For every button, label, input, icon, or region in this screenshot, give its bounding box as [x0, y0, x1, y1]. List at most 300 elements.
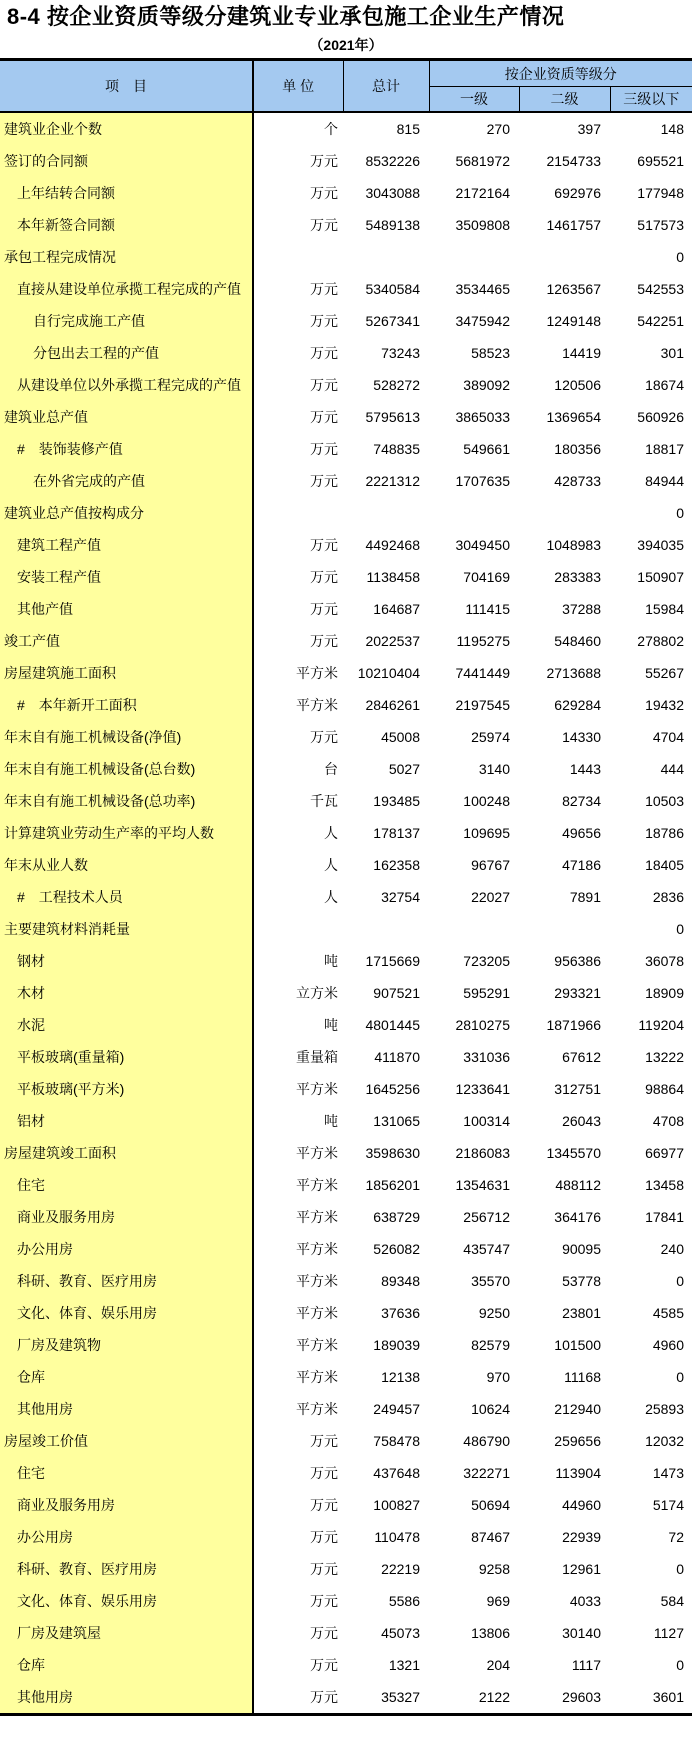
row-item-label: 建筑业总产值 — [0, 401, 253, 433]
row-value-total: 437648 — [373, 1465, 420, 1481]
row-value-level2: 26043 — [562, 1113, 601, 1129]
row-value-level3: 13458 — [645, 1177, 684, 1193]
row-value-total: 45008 — [381, 729, 420, 745]
col-header-level1: 一级 — [429, 87, 519, 113]
row-value-level3: 0 — [676, 505, 684, 521]
row-value-level3: 18817 — [645, 441, 684, 457]
row-value-total: 110478 — [374, 1529, 420, 1545]
row-value-level1: 970 — [486, 1369, 510, 1385]
row-unit: 万元 — [310, 409, 338, 425]
row-value-level1: 2197545 — [455, 697, 510, 713]
table-row — [0, 881, 692, 913]
row-value-total: 1138458 — [366, 569, 420, 585]
row-item-label: 建筑业企业个数 — [0, 112, 253, 145]
stats-table — [0, 58, 692, 1716]
table-row — [0, 1297, 692, 1329]
row-unit — [253, 241, 343, 273]
row-value-total: 1715669 — [365, 953, 420, 969]
row-value-level2: 956386 — [554, 953, 601, 969]
row-value-total: 73243 — [381, 345, 420, 361]
row-value-level2: 29603 — [519, 1681, 610, 1715]
row-value-level2: 12961 — [562, 1561, 601, 1577]
row-value-level1: 13806 — [471, 1625, 510, 1641]
row-value-level3: 13222 — [645, 1049, 684, 1065]
row-value-total: 758478 — [373, 1433, 420, 1449]
row-item-label: 建筑工程产值 — [0, 529, 253, 561]
row-item-label: 建筑业总产值按构成分 — [0, 497, 253, 529]
row-unit: 立方米 — [296, 985, 338, 1001]
row-value-level1: 1195275 — [456, 633, 510, 649]
row-value-level3: 10503 — [645, 793, 684, 809]
row-value-level2: 1249148 — [546, 313, 601, 329]
row-value-level1: 2172164 — [455, 185, 510, 201]
row-value-level1: 1354631 — [455, 1177, 510, 1193]
row-value-level1: 389092 — [463, 377, 510, 393]
row-value-level2: 488112 — [555, 1177, 601, 1193]
table-row — [0, 401, 692, 433]
row-value-level1: 3509808 — [455, 217, 510, 233]
row-unit: 万元 — [310, 473, 338, 489]
row-value-level1: 10624 — [471, 1401, 510, 1417]
row-value-level2: 22939 — [562, 1529, 601, 1545]
row-unit: 万元 — [310, 1593, 338, 1609]
row-value-level2: 7891 — [569, 889, 601, 905]
table-row — [0, 785, 692, 817]
row-value-level2: 23801 — [562, 1305, 601, 1321]
row-value-level3: 19432 — [645, 697, 684, 713]
row-value-level1: 96767 — [471, 857, 510, 873]
row-value-level1: 969 — [486, 1593, 510, 1609]
row-value-total: 45073 — [381, 1625, 420, 1641]
row-value-level1: 2186083 — [455, 1145, 510, 1161]
row-value-total: 178137 — [373, 825, 420, 841]
row-item-label: 水泥 — [0, 1009, 253, 1041]
row-unit: 万元 — [310, 313, 338, 329]
row-unit: 重量箱 — [296, 1049, 338, 1065]
row-value-total: 164687 — [373, 601, 420, 617]
row-unit: 人 — [324, 889, 338, 905]
table-row — [0, 657, 692, 689]
row-value-level2: 548460 — [554, 633, 601, 649]
row-value-level2 — [519, 913, 610, 945]
row-item-label: 其他产值 — [0, 593, 253, 625]
row-item-label: 文化、体育、娱乐用房 — [0, 1297, 253, 1329]
row-value-level2 — [519, 497, 610, 529]
row-value-total: 907521 — [373, 985, 420, 1001]
table-row — [0, 209, 692, 241]
row-value-level2: 14419 — [562, 345, 601, 361]
row-item-label: 钢材 — [0, 945, 253, 977]
row-value-total: 1856201 — [365, 1177, 420, 1193]
row-value-level3: 148 — [660, 121, 684, 137]
row-value-level1: 22027 — [471, 889, 510, 905]
table-row — [0, 625, 692, 657]
row-item-label: # 本年新开工面积 — [0, 689, 253, 721]
row-value-level1: 3865033 — [455, 409, 510, 425]
row-value-level3: 4708 — [652, 1113, 684, 1129]
row-item-label: # 工程技术人员 — [0, 881, 253, 913]
row-item-label: 科研、教育、医疗用房 — [0, 1553, 253, 1585]
row-value-total: 528272 — [373, 377, 420, 393]
row-item-label: 其他用房 — [0, 1681, 253, 1715]
row-unit: 平方米 — [296, 1401, 338, 1417]
row-value-total: 3598630 — [365, 1145, 420, 1161]
row-value-level2: 11168 — [564, 1369, 601, 1385]
row-unit: 万元 — [310, 537, 338, 553]
row-value-level3: 66977 — [645, 1145, 684, 1161]
row-value-level2: 53778 — [562, 1273, 601, 1289]
table-row — [0, 593, 692, 625]
header-row-top — [0, 60, 692, 87]
row-value-total: 2022537 — [365, 633, 420, 649]
row-value-level3: 36078 — [645, 953, 684, 969]
row-value-total: 131065 — [373, 1113, 420, 1129]
row-value-total: 37636 — [381, 1305, 420, 1321]
table-row — [0, 1681, 692, 1715]
row-item-label: 房屋建筑施工面积 — [0, 657, 253, 689]
row-item-label: # 装饰装修产值 — [0, 433, 253, 465]
table-row — [0, 177, 692, 209]
row-value-total: 4492468 — [365, 537, 420, 553]
row-value-level2: 113904 — [555, 1465, 601, 1481]
row-unit: 万元 — [310, 1625, 338, 1641]
row-value-level3: 2836 — [652, 889, 684, 905]
row-unit: 万元 — [310, 1465, 338, 1481]
row-value-level1 — [429, 241, 519, 273]
row-value-level2: 1117 — [571, 1657, 601, 1673]
row-value-level3: 0 — [676, 1369, 684, 1385]
row-item-label: 平板玻璃(重量箱) — [0, 1041, 253, 1073]
row-value-total: 8532226 — [365, 153, 420, 169]
row-item-label: 商业及服务用房 — [0, 1201, 253, 1233]
row-value-level1: 331036 — [463, 1049, 510, 1065]
row-unit: 平方米 — [296, 1081, 338, 1097]
row-item-label: 办公用房 — [0, 1521, 253, 1553]
row-value-level1: 3140 — [478, 761, 510, 777]
row-value-level3: 18909 — [645, 985, 684, 1001]
row-value-total: 1321 — [388, 1657, 420, 1673]
row-value-level2: 47186 — [562, 857, 601, 873]
row-item-label: 自行完成施工产值 — [0, 305, 253, 337]
table-row — [0, 1457, 692, 1489]
row-value-level2: 312751 — [554, 1081, 601, 1097]
table-row — [0, 1233, 692, 1265]
row-item-label: 签订的合同额 — [0, 145, 253, 177]
row-value-level2: 101500 — [554, 1337, 601, 1353]
row-item-label: 承包工程完成情况 — [0, 241, 253, 273]
row-value-level3: 4704 — [652, 729, 684, 745]
row-value-total: 2846261 — [365, 697, 420, 713]
row-item-label: 房屋建筑竣工面积 — [0, 1137, 253, 1169]
row-unit: 平方米 — [296, 1241, 338, 1257]
row-value-level1: 723205 — [463, 953, 510, 969]
row-value-level3: 4585 — [652, 1305, 684, 1321]
row-item-label: 计算建筑业劳动生产率的平均人数 — [0, 817, 253, 849]
row-unit: 平方米 — [296, 1145, 338, 1161]
row-item-label: 科研、教育、医疗用房 — [0, 1265, 253, 1297]
table-body — [0, 112, 692, 1715]
row-value-total: 4801445 — [365, 1017, 420, 1033]
col-header-total: 总计 — [343, 60, 429, 113]
row-value-level3: 3601 — [610, 1681, 692, 1715]
table-row — [0, 1041, 692, 1073]
row-value-total: 32754 — [381, 889, 420, 905]
row-value-level3: 4960 — [652, 1337, 684, 1353]
row-unit: 万元 — [253, 1681, 343, 1715]
row-value-level1: 1233641 — [455, 1081, 510, 1097]
row-value-level1: 100314 — [463, 1113, 510, 1129]
row-value-total: 3043088 — [365, 185, 420, 201]
row-item-label: 竣工产值 — [0, 625, 253, 657]
table-row — [0, 561, 692, 593]
row-value-level1: 270 — [486, 121, 510, 137]
table-header — [0, 60, 692, 113]
col-header-group: 按企业资质等级分 — [429, 60, 692, 87]
row-value-level2: 1871966 — [546, 1017, 601, 1033]
table-row — [0, 721, 692, 753]
table-row — [0, 1329, 692, 1361]
row-value-level2: 49656 — [562, 825, 601, 841]
row-value-level1 — [429, 497, 519, 529]
row-unit: 吨 — [324, 1017, 338, 1033]
row-value-level1: 58523 — [471, 345, 510, 361]
row-value-level2: 2713688 — [546, 665, 601, 681]
row-unit: 平方米 — [296, 1337, 338, 1353]
row-value-level1: 9250 — [478, 1305, 510, 1321]
row-value-total: 815 — [396, 121, 420, 137]
row-unit: 万元 — [310, 1497, 338, 1513]
row-unit: 万元 — [310, 217, 338, 233]
row-value-level1: 9258 — [478, 1561, 510, 1577]
row-item-label: 直接从建设单位承揽工程完成的产值 — [0, 273, 253, 305]
row-value-level1: 5681972 — [455, 153, 510, 169]
table-row — [0, 849, 692, 881]
row-item-label: 房屋竣工价值 — [0, 1425, 253, 1457]
row-unit: 万元 — [310, 441, 338, 457]
row-value-level3: 560926 — [637, 409, 684, 425]
row-value-level1: 704169 — [463, 569, 510, 585]
row-item-label: 木材 — [0, 977, 253, 1009]
row-value-level1: 1707635 — [455, 473, 510, 489]
row-value-level3: 84944 — [645, 473, 684, 489]
table-row — [0, 145, 692, 177]
row-value-level3: 72 — [668, 1529, 684, 1545]
row-value-level2: 82734 — [562, 793, 601, 809]
page-subtitle: （2021年） — [309, 37, 383, 53]
row-value-level1: 2810275 — [455, 1017, 510, 1033]
col-header-unit: 单 位 — [253, 60, 343, 113]
row-value-total: 1645256 — [365, 1081, 420, 1097]
row-value-level3: 55267 — [645, 665, 684, 681]
row-value-total: 89348 — [381, 1273, 420, 1289]
row-value-level3: 542251 — [637, 313, 684, 329]
row-value-level3: 12032 — [645, 1433, 684, 1449]
row-value-level1: 50694 — [471, 1497, 510, 1513]
row-unit — [253, 913, 343, 945]
table-row — [0, 1201, 692, 1233]
row-unit: 万元 — [310, 185, 338, 201]
row-value-level1: 3049450 — [455, 537, 510, 553]
row-value-level3: 0 — [676, 1561, 684, 1577]
row-unit: 万元 — [310, 377, 338, 393]
row-value-level3: 18405 — [645, 857, 684, 873]
row-unit: 平方米 — [296, 697, 338, 713]
row-value-level3: 0 — [676, 249, 684, 265]
page — [0, 4, 692, 1745]
row-value-level2: 692976 — [554, 185, 601, 201]
table-row — [0, 1489, 692, 1521]
table-row — [0, 112, 692, 145]
row-unit: 平方米 — [296, 1305, 338, 1321]
row-unit: 万元 — [310, 633, 338, 649]
row-item-label: 商业及服务用房 — [0, 1489, 253, 1521]
row-item-label: 在外省完成的产值 — [0, 465, 253, 497]
table-row — [0, 241, 692, 273]
row-value-level3: 18674 — [645, 377, 684, 393]
row-value-total: 5267341 — [365, 313, 420, 329]
row-value-level1: 25974 — [471, 729, 510, 745]
row-unit: 平方米 — [296, 1209, 338, 1225]
row-value-level3: 5174 — [652, 1497, 684, 1513]
row-item-label: 年末自有施工机械设备(净值) — [0, 721, 253, 753]
row-value-total: 2221312 — [365, 473, 420, 489]
row-value-level2: 1263567 — [546, 281, 601, 297]
row-value-level2: 4033 — [569, 1593, 601, 1609]
row-value-level3: 695521 — [637, 153, 684, 169]
table-row — [0, 337, 692, 369]
row-value-total: 5795613 — [365, 409, 420, 425]
row-value-level2: 37288 — [562, 601, 601, 617]
table-row — [0, 977, 692, 1009]
row-value-level1: 7441449 — [455, 665, 510, 681]
row-value-total: 5340584 — [365, 281, 420, 297]
row-value-level3: 394035 — [637, 537, 684, 553]
row-value-total: 22219 — [381, 1561, 420, 1577]
row-item-label: 年末从业人数 — [0, 849, 253, 881]
page-title: 8-4 按企业资质等级分建筑业专业承包施工企业生产情况 — [7, 4, 565, 29]
row-value-level2: 397 — [577, 121, 601, 137]
row-value-level1: 111415 — [465, 601, 510, 617]
row-value-total: 5489138 — [365, 217, 420, 233]
row-item-label: 仓库 — [0, 1361, 253, 1393]
row-value-level3: 542553 — [637, 281, 684, 297]
row-value-level2: 629284 — [554, 697, 601, 713]
table-row — [0, 913, 692, 945]
row-value-total: 411870 — [374, 1049, 420, 1065]
row-value-level1: 3534465 — [455, 281, 510, 297]
row-value-level1: 435747 — [463, 1241, 510, 1257]
row-value-level3: 278802 — [637, 633, 684, 649]
row-value-level1: 100248 — [463, 793, 510, 809]
row-unit: 万元 — [310, 601, 338, 617]
table-row — [0, 305, 692, 337]
row-value-total: 748835 — [373, 441, 420, 457]
row-value-level3: 18786 — [645, 825, 684, 841]
row-value-level3: 240 — [660, 1241, 684, 1257]
row-value-total — [343, 241, 429, 273]
row-unit: 万元 — [310, 569, 338, 585]
row-value-level1: 486790 — [463, 1433, 510, 1449]
row-value-level3: 17841 — [645, 1209, 684, 1225]
row-value-total: 162358 — [373, 857, 420, 873]
row-value-level3: 150907 — [637, 569, 684, 585]
row-item-label: 主要建筑材料消耗量 — [0, 913, 253, 945]
row-item-label: 铝材 — [0, 1105, 253, 1137]
row-value-level2: 1048983 — [546, 537, 601, 553]
row-item-label: 住宅 — [0, 1169, 253, 1201]
row-value-total: 189039 — [373, 1337, 420, 1353]
row-item-label: 其他用房 — [0, 1393, 253, 1425]
row-value-total — [343, 913, 429, 945]
table-row — [0, 497, 692, 529]
row-value-level2: 212940 — [554, 1401, 601, 1417]
col-header-level2: 二级 — [519, 87, 610, 113]
table-row — [0, 1521, 692, 1553]
row-value-level2: 1443 — [569, 761, 601, 777]
table-row — [0, 433, 692, 465]
row-item-label: 本年新签合同额 — [0, 209, 253, 241]
row-unit: 万元 — [310, 1657, 338, 1673]
row-value-level1: 322271 — [463, 1465, 510, 1481]
row-value-level2: 2154733 — [546, 153, 601, 169]
table-row — [0, 1553, 692, 1585]
row-value-level3: 517573 — [637, 217, 684, 233]
row-unit: 台 — [324, 761, 338, 777]
row-value-level2: 1345570 — [546, 1145, 601, 1161]
row-value-level2: 120506 — [554, 377, 601, 393]
row-value-total — [343, 497, 429, 529]
table-row — [0, 817, 692, 849]
row-value-total: 100827 — [373, 1497, 420, 1513]
row-unit: 万元 — [310, 1433, 338, 1449]
table-row — [0, 1393, 692, 1425]
row-value-level3: 1127 — [653, 1625, 684, 1641]
row-item-label: 年末自有施工机械设备(总台数) — [0, 753, 253, 785]
row-unit: 万元 — [310, 153, 338, 169]
table-row — [0, 1137, 692, 1169]
row-value-total: 526082 — [373, 1241, 420, 1257]
row-value-level3: 0 — [676, 1657, 684, 1673]
row-value-level1: 109695 — [463, 825, 510, 841]
table-row — [0, 369, 692, 401]
row-value-level1: 595291 — [463, 985, 510, 1001]
row-value-level3: 0 — [676, 921, 684, 937]
row-item-label: 从建设单位以外承揽工程完成的产值 — [0, 369, 253, 401]
row-item-label: 年末自有施工机械设备(总功率) — [0, 785, 253, 817]
row-unit: 平方米 — [296, 1273, 338, 1289]
row-value-level3: 177948 — [637, 185, 684, 201]
row-value-total: 5586 — [388, 1593, 420, 1609]
row-unit — [253, 497, 343, 529]
row-value-level2: 30140 — [562, 1625, 601, 1641]
row-value-level2 — [519, 241, 610, 273]
row-value-level1: 256712 — [463, 1209, 510, 1225]
row-unit: 万元 — [310, 345, 338, 361]
row-unit: 吨 — [324, 1113, 338, 1129]
row-unit: 个 — [324, 121, 338, 137]
row-value-level2: 283383 — [554, 569, 601, 585]
row-value-total: 193485 — [373, 793, 420, 809]
row-value-level2: 428733 — [554, 473, 601, 489]
row-value-total: 249457 — [373, 1401, 420, 1417]
table-row — [0, 1009, 692, 1041]
row-item-label: 厂房及建筑屋 — [0, 1617, 253, 1649]
row-value-level3: 584 — [660, 1593, 684, 1609]
row-unit: 人 — [324, 857, 338, 873]
row-value-level3: 25893 — [645, 1401, 684, 1417]
row-value-level2: 1461757 — [546, 217, 601, 233]
table-row — [0, 1073, 692, 1105]
